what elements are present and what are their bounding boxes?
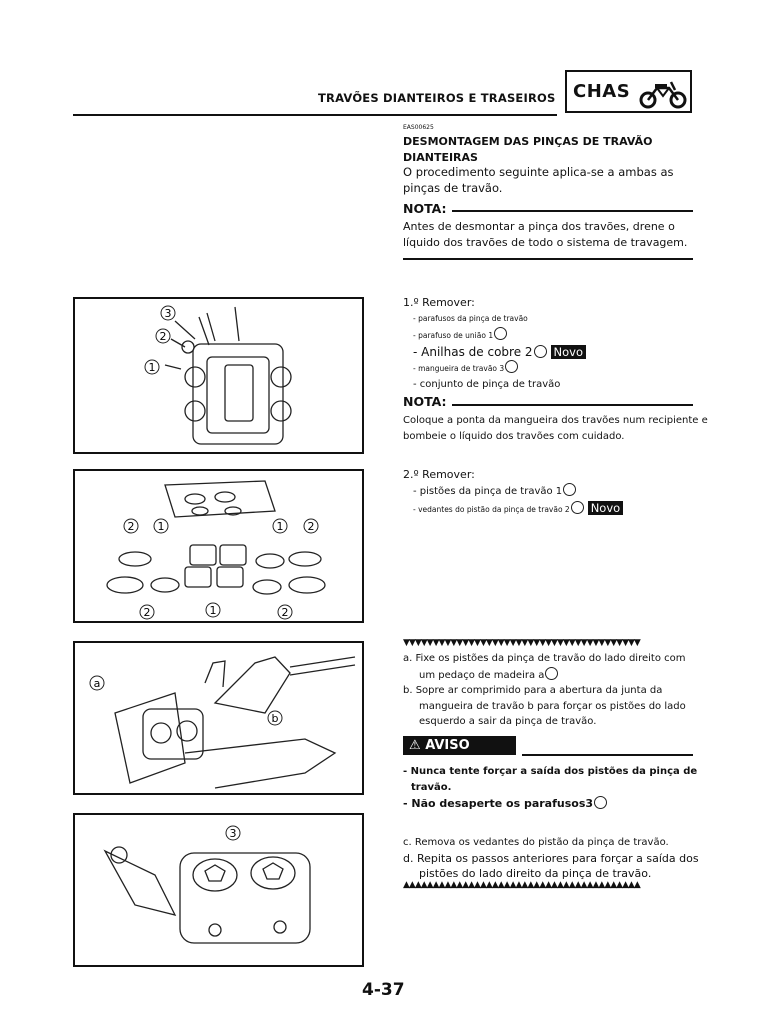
intro-line-1: O procedimento seguinte aplica-se a ambas as <box>403 165 674 179</box>
warning-text <box>403 764 703 812</box>
warning-label: AVISO <box>425 738 470 753</box>
warning-line-2: travão. <box>411 782 452 793</box>
step-1-label: 1.º Remover: <box>403 296 475 309</box>
warning-line-3: - Não desaperte os parafusos3 <box>403 796 703 812</box>
callout-circle-icon <box>545 667 558 680</box>
figure-callout: 2 <box>281 606 289 619</box>
figure-callout: 3 <box>229 827 237 840</box>
callout-circle-icon <box>494 327 507 340</box>
callout-circle-icon <box>534 345 547 358</box>
figure-callout: 2 <box>307 520 315 533</box>
procedure-c-line-1: c. Remova os vedantes do pistão da pinça de travão. <box>403 837 669 848</box>
procedure-b-line-3: esquerdo a sair da pinça de travão. <box>419 716 597 727</box>
callout-circle-icon <box>563 483 576 496</box>
step-1 <box>403 295 703 393</box>
note-end-rule <box>403 258 693 260</box>
page-header-title: TRAVÕES DIANTEIROS E TRASEIROS <box>318 91 556 105</box>
motorcycle-icon <box>637 76 689 110</box>
step-1-item: - conjunto de pinça de travão <box>413 379 561 390</box>
step-2 <box>403 467 703 518</box>
warning-rule <box>522 754 693 756</box>
compressed-air-illustration <box>75 643 362 793</box>
figure-callout: 1 <box>148 361 156 374</box>
caliper-assembly-illustration <box>75 299 362 452</box>
warning-badge <box>403 736 516 755</box>
note-line-2: bombeie o líquido dos travões com cuidado. <box>403 431 625 442</box>
warning-line-1: - Nunca tente forçar a saída dos pistões da pinça de <box>403 766 698 777</box>
callout-circle-icon <box>594 796 607 809</box>
procedure-end-marker: ▲▲▲▲▲▲▲▲▲▲▲▲▲▲▲▲▲▲▲▲▲▲▲▲▲▲▲▲▲▲▲▲▲▲▲▲▲▲▲▲ <box>403 880 640 890</box>
note-rule <box>452 210 693 212</box>
new-part-badge: Novo <box>588 501 623 515</box>
procedure-d-line-2: pistões do lado direito da pinça de travão. <box>419 867 652 880</box>
reference-code: EAS00625 <box>403 124 434 131</box>
figure-callout: b <box>271 712 279 725</box>
warning-icon: ⚠ <box>409 738 421 753</box>
step-1-item: - parafuso de união 1 <box>403 327 703 344</box>
page-number: 4-37 <box>362 980 405 1000</box>
note-text <box>403 219 687 251</box>
caliper-bolts-illustration <box>75 815 362 965</box>
note-label: NOTA: <box>403 394 447 409</box>
procedure-steps-ab <box>403 651 703 730</box>
section-title-line-1: DESMONTAGEM DAS PINÇAS DE TRAVÃO <box>403 135 653 148</box>
section-tab <box>565 70 692 113</box>
step-1-item: - mangueira de travão 3 <box>403 360 703 377</box>
header-divider <box>73 114 557 116</box>
step-1-item: - parafusos da pinça de travão <box>413 314 528 323</box>
note-line-1: Coloque a ponta da mangueira dos travões num recipiente e <box>403 415 708 426</box>
figure-callout: 2 <box>143 606 151 619</box>
procedure-b-line-1: b. Sopre ar comprimido para a abertura da junta da <box>403 685 663 696</box>
procedure-a-line-1: a. Fixe os pistões da pinça de travão do lado direito com <box>403 653 686 664</box>
callout-circle-icon <box>571 501 584 514</box>
step-1-item: - Anilhas de cobre 2 Novo <box>403 344 703 360</box>
figure-callout: 2 <box>159 330 167 343</box>
section-intro <box>403 164 674 196</box>
figure-callout: a <box>93 677 101 690</box>
figure-caliper-bolts <box>73 813 364 967</box>
note-line-1: Antes de desmontar a pinça dos travões, drene o <box>403 220 675 233</box>
procedure-b-line-2: mangueira de travão b para forçar os pistões do lado <box>419 700 686 712</box>
note-rule <box>452 404 693 406</box>
section-title <box>403 134 673 166</box>
intro-line-2: pinças de travão. <box>403 181 503 195</box>
note-text <box>403 413 708 445</box>
note-line-2: líquido dos travões de todo o sistema de travagem. <box>403 236 688 249</box>
section-tab-label: CHAS <box>573 81 631 102</box>
figure-caliper-assembly <box>73 297 364 454</box>
figure-callout: 1 <box>157 520 165 533</box>
section-title-line-2: DIANTEIRAS <box>403 151 478 164</box>
step-2-label: 2.º Remover: <box>403 468 475 481</box>
figure-pistons-seals <box>73 469 364 623</box>
figure-callout: 2 <box>127 520 135 533</box>
figure-callout: 3 <box>164 307 172 320</box>
note-label: NOTA: <box>403 201 447 216</box>
figure-compressed-air <box>73 641 364 795</box>
pistons-seals-illustration <box>75 471 362 621</box>
procedure-a-line-2: um pedaço de madeira a <box>403 667 703 684</box>
callout-circle-icon <box>505 360 518 373</box>
procedure-steps-cd <box>403 835 703 882</box>
new-part-badge: Novo <box>551 345 586 359</box>
figure-callout: 1 <box>209 604 217 617</box>
procedure-start-marker: ▼▼▼▼▼▼▼▼▼▼▼▼▼▼▼▼▼▼▼▼▼▼▼▼▼▼▼▼▼▼▼▼▼▼▼▼▼▼▼▼ <box>403 638 640 648</box>
step-2-item: - pistões da pinça de travão 1 <box>403 483 703 500</box>
step-2-item: - vedantes do pistão da pinça de travão 2 Novo <box>403 500 703 518</box>
procedure-d-line-1: d. Repita os passos anteriores para forçar a saída dos <box>403 851 699 865</box>
figure-callout: 1 <box>276 520 284 533</box>
